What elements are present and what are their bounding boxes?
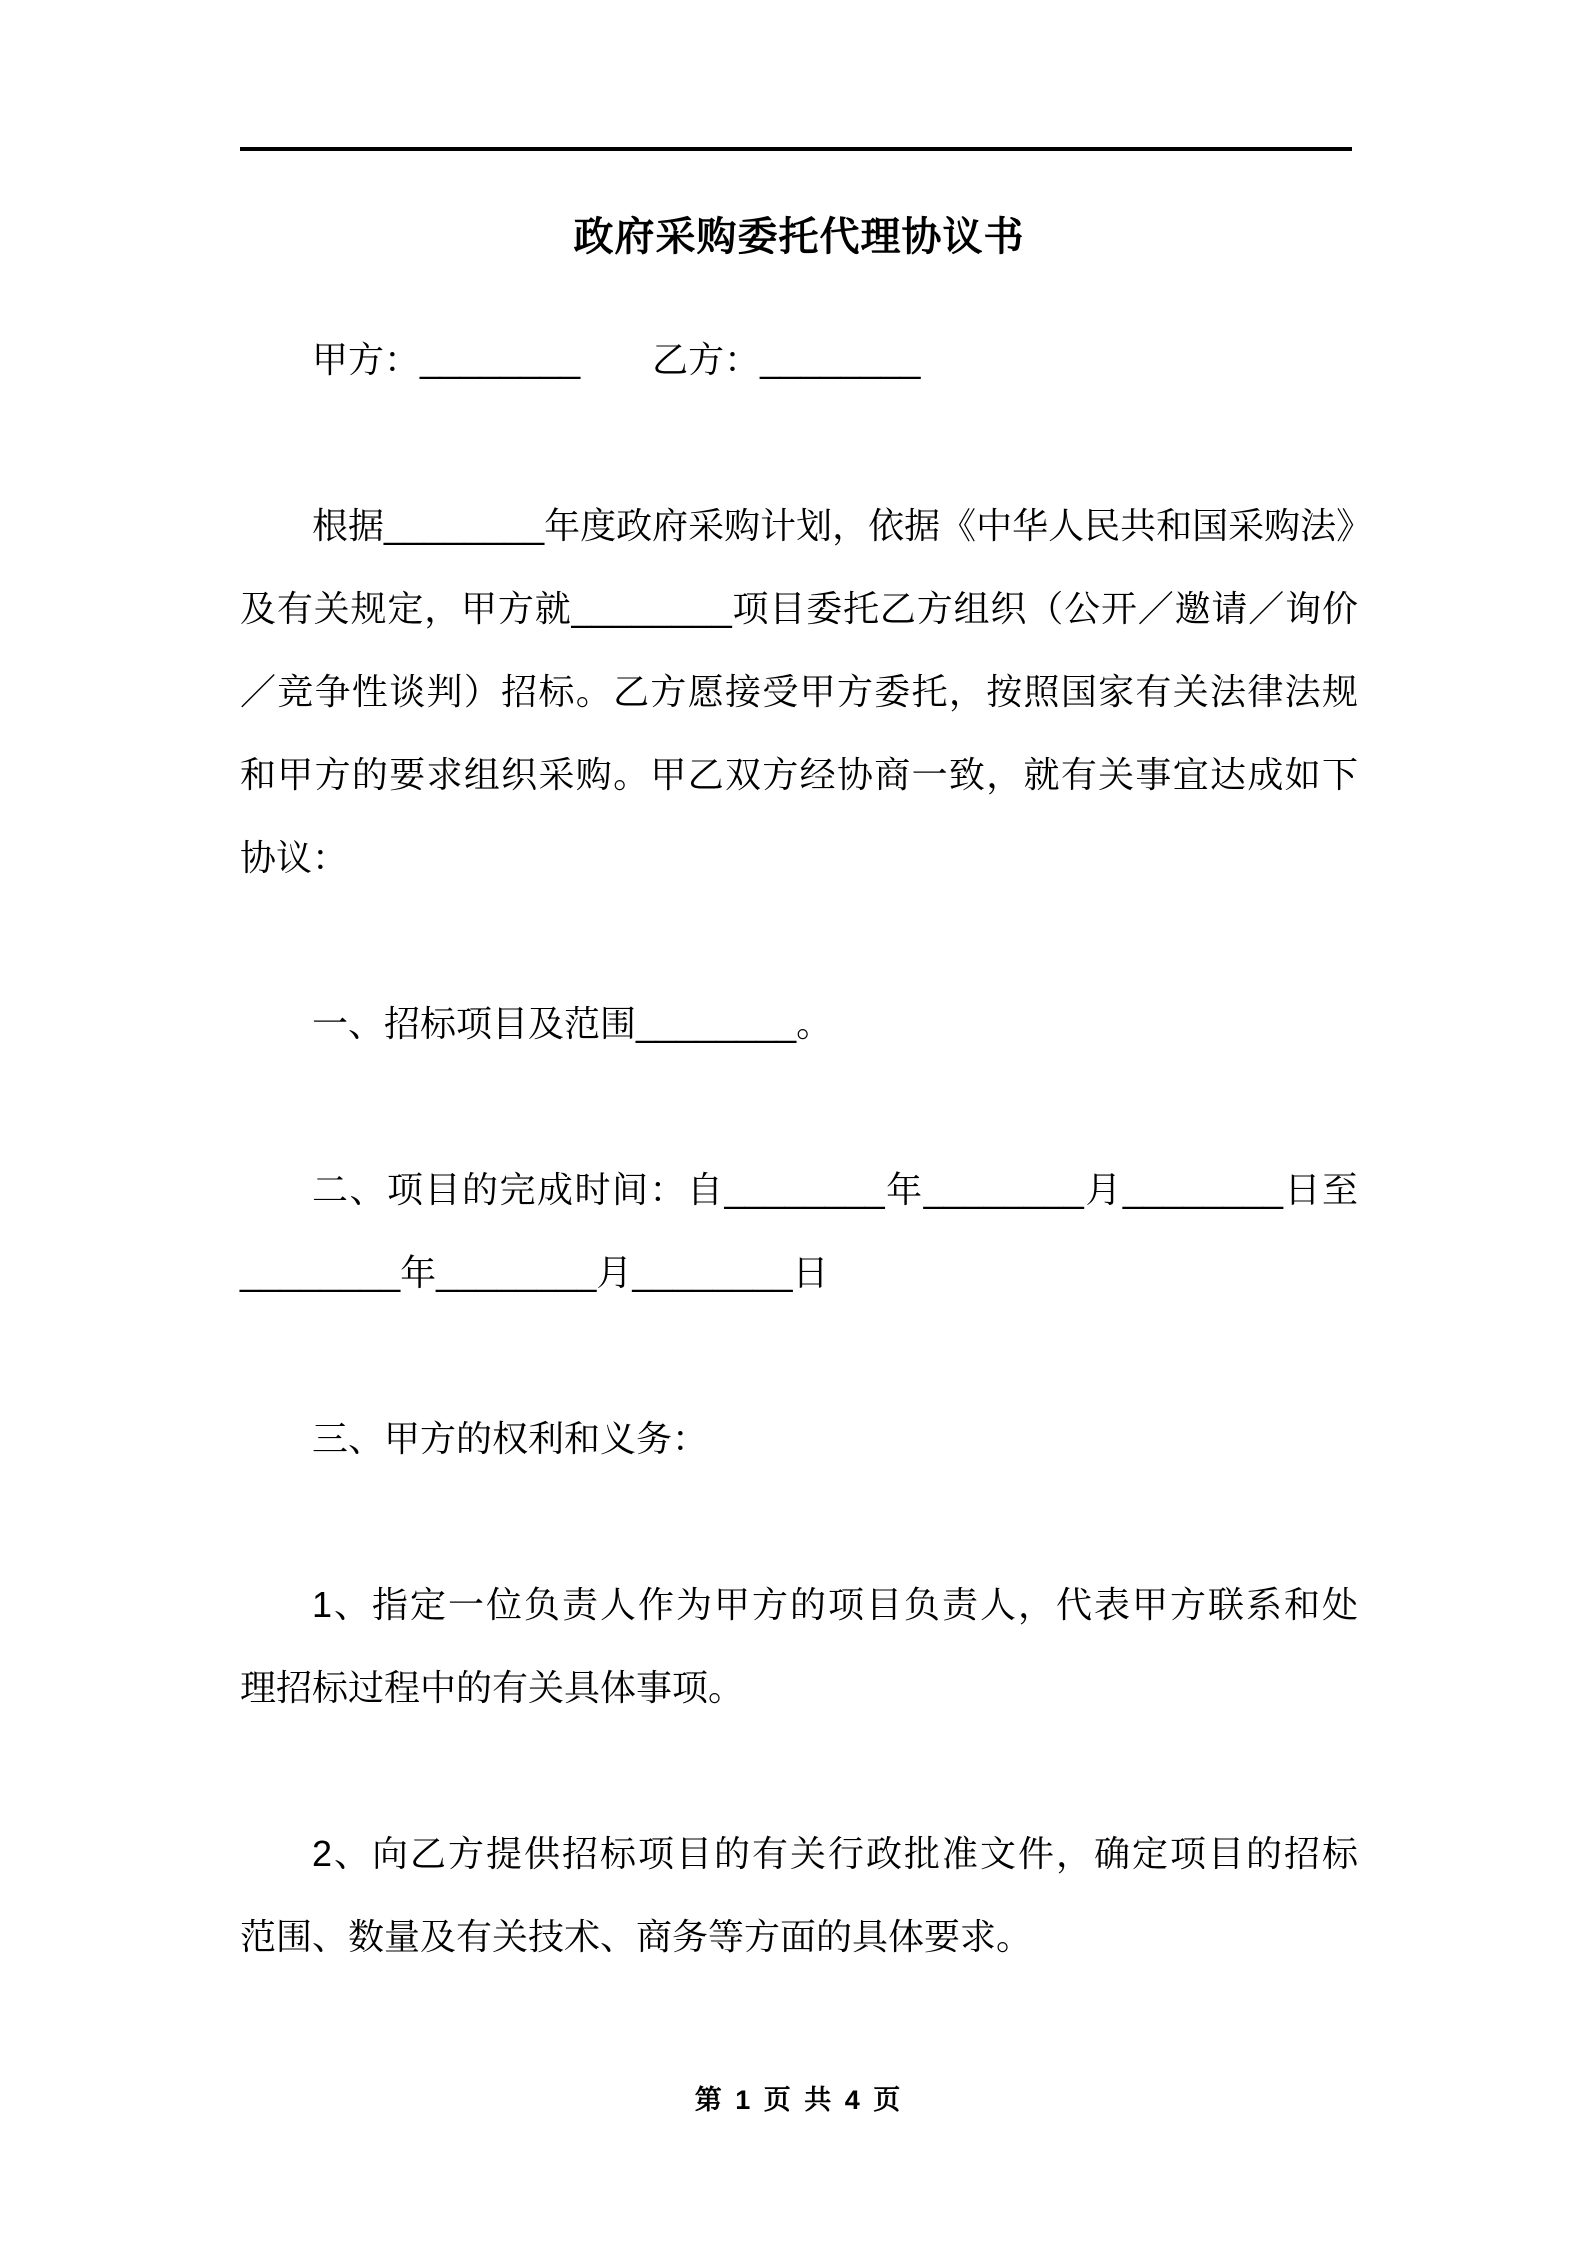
section-3-item-1-paragraph	[240, 1563, 1358, 1729]
preamble-line-4: 和甲方的要求组织采购。甲乙双方经协商一致，就有关事宜达成如下	[240, 754, 1358, 795]
section-3-item-2-paragraph	[240, 1812, 1358, 1978]
section-1-paragraph	[240, 982, 1358, 1065]
section-3-heading-paragraph	[240, 1397, 1358, 1480]
section-3-item-2-line-1: 2、向乙方提供招标项目的有关行政批准文件，确定项目的招标	[312, 1833, 1358, 1874]
preamble-line-5: 协议：	[240, 837, 349, 878]
section-2-paragraph	[240, 1148, 1358, 1314]
parties-line: 甲方：________ 乙方：________	[312, 339, 921, 380]
document-title: 政府采购委托代理协议书	[573, 215, 1025, 259]
preamble-line-2: 及有关规定，甲方就________项目委托乙方组织（公开／邀请／询价	[240, 588, 1358, 629]
section-1-line: 一、招标项目及范围________。	[312, 1003, 833, 1044]
preamble-line-1: 根据________年度政府采购计划，依据《中华人民共和国采购法》	[312, 505, 1373, 546]
section-2-line-2: ________年________月________日	[240, 1252, 829, 1293]
page-footer	[240, 2080, 1358, 2120]
section-3-item-2-line-2: 范围、数量及有关技术、商务等方面的具体要求。	[240, 1916, 1033, 1957]
section-3-heading-line: 三、甲方的权利和义务：	[312, 1418, 709, 1459]
section-3-item-1-line-1: 1、指定一位负责人作为甲方的项目负责人，代表甲方联系和处	[312, 1584, 1358, 1625]
page-number-label: 第 1 页 共 4 页	[694, 2085, 904, 2115]
preamble-paragraph	[240, 484, 1373, 899]
section-2-line-1: 二、项目的完成时间：自________年________月________日至	[312, 1169, 1358, 1210]
document-body	[240, 318, 1373, 1978]
preamble-line-3: ／竞争性谈判）招标。乙方愿接受甲方委托，按照国家有关法律法规	[240, 671, 1358, 712]
section-3-item-1-line-2: 理招标过程中的有关具体事项。	[240, 1667, 745, 1708]
parties-paragraph	[240, 318, 1358, 401]
header-rule	[240, 147, 1352, 151]
